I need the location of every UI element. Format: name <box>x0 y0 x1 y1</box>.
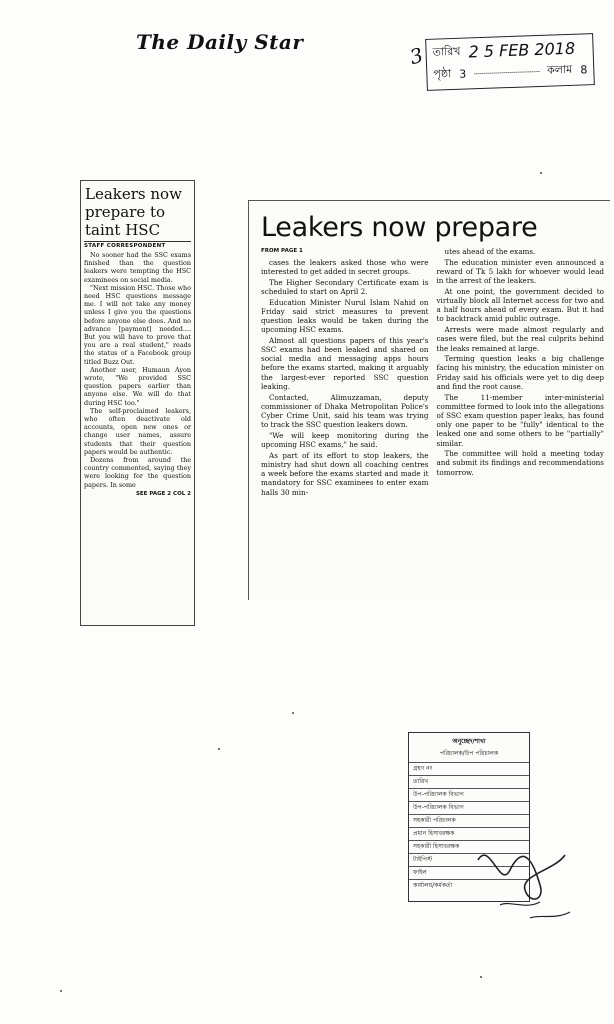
paragraph: The Higher Secondary Certificate exam is scheduled to start on April 2. <box>261 277 429 296</box>
scan-speck <box>218 748 220 750</box>
form-row: উপ-পরিচালক বিভাগ <box>409 788 529 801</box>
scan-speck <box>480 976 482 978</box>
scan-speck <box>60 990 62 992</box>
form-subtitle: পরিচালক/উপ পরিচালক <box>439 750 499 757</box>
clipping-headline: Leakers now prepare to taint HSC <box>85 185 182 239</box>
paragraph: Contacted, Alimuzzaman, deputy commissioner of Dhaka Metropolitan Police's Cyber Crime Unit, said his team was trying to track the SSC question leakers down. <box>261 392 429 430</box>
continuation-headline: Leakers now prepare <box>261 212 538 243</box>
stamp-date-label: তারিখ <box>432 44 461 59</box>
form-row: কার্যালয়/কর্মকর্তা <box>409 879 529 892</box>
form-title: অনুচ্ছেদ/শাখা <box>452 738 486 745</box>
newspaper-masthead: The Daily Star <box>136 30 304 54</box>
form-row: তারিখ <box>409 775 529 788</box>
paragraph: As part of its effort to stop leakers, the ministry had shut down all coaching centres a week before the exams started and made it mandatory for SSC examinees to enter exam halls 30 min- <box>261 450 429 497</box>
form-row: সহকারী হিসাবরক্ষক <box>409 840 529 853</box>
paragraph: cases the leakers asked those who were interested to get added in secret groups. <box>261 257 429 276</box>
paragraph: The education minister even announced a reward of Tk 5 lakh for whoever would lead in the arrest of the leakers. <box>436 257 604 286</box>
paragraph: Dozens from around the country commented, saying they were looking for the question papers. In some <box>84 456 191 489</box>
scan-speck <box>292 712 294 714</box>
paragraph: Arrests were made almost regularly and cases were filed, but the real culprits behind the leaks remained at large. <box>436 325 604 353</box>
paragraph: The self-proclaimed leakers, who often deactivate old accounts, open new ones or change user names, assure students that their question papers would be authentic. <box>84 406 191 456</box>
form-row: উপ-পরিচালক বিভাগ <box>409 801 529 814</box>
continued-note: SEE PAGE 2 COL 2 <box>135 490 191 497</box>
paragraph: At one point, the government decided to virtually block all Internet access for two and a half hours ahead of every exam. But it had to backtrack amid public outrage. <box>436 286 604 324</box>
byline: STAFF CORRESPONDENT <box>84 241 191 249</box>
paragraph: Education Minister Nurul Islam Nahid on Friday said strict measures to prevent question leaks would be taken during the upcoming HSC exams. <box>261 297 429 335</box>
continuation-clipping <box>248 200 610 600</box>
article-column-2 <box>437 247 605 498</box>
stamp-page: 3 <box>458 67 467 81</box>
paragraph: Terming question leaks a big challenge facing his ministry, the education minister on Friday said his officials were yet to dig deep and find the root cause. <box>436 354 604 391</box>
paragraph: No sooner had the SSC exams finished than the question leakers were tempting the HSC examinees on social media. <box>84 251 191 284</box>
front-page-clipping <box>80 180 195 626</box>
form-row: সহকারী পরিচালক <box>409 814 529 827</box>
form-row: গ্রহণ নং <box>409 762 529 775</box>
paragraph: "Next mission HSC. Those who need HSC questions message me. I will not take any money unless I give you the questions before anyone else does. And no advance [payment] needed.... But you will have to prove that you are a real student," reads the status of a Facebook group titled Buzz Out. <box>84 283 191 366</box>
date-stamp <box>425 33 595 91</box>
paragraph: "We will keep monitoring during the upcoming HSC exams," he said. <box>261 430 429 450</box>
stamp-date: 2 5 FEB 2018 <box>468 38 576 61</box>
stamp-column: 8 <box>580 62 588 77</box>
paragraph: Another user, Humaun Ayon wrote, "We provided SSC question papers earlier than anyone else. We will do that during HSC too." <box>84 365 191 407</box>
paragraph: The committee will hold a meeting today and submit its findings and recommendations tomorrow. <box>436 449 604 477</box>
paragraph: Almost all questions papers of this year's SSC exams had been leaked and shared on social media and messaging apps hours before the exams started, making it arguably the largest-ever reported SSC question leaking. <box>261 335 429 391</box>
form-row: ফাইল <box>409 866 529 879</box>
clipping-body <box>81 251 194 489</box>
paragraph: utes ahead of the exams. <box>444 247 536 256</box>
article-column-1 <box>261 247 429 498</box>
from-page-label: FROM PAGE 1 <box>261 248 303 254</box>
scan-speck <box>540 172 542 174</box>
handwritten-mark: 3 <box>407 42 426 70</box>
form-row: টাইপিস্ট <box>409 853 529 866</box>
paragraph: The 11-member inter-ministerial committee formed to look into the allegations of SSC exam question paper leaks, has found only one paper to be "fully" identical to the leaked one and some others to be "partially" similar. <box>436 392 604 448</box>
stamp-page-label: পৃষ্ঠা <box>433 66 452 81</box>
stamp-column-label: কলাম <box>546 62 573 77</box>
form-row: প্রধান হিসাবরক্ষক <box>409 827 529 840</box>
handwritten-signature <box>470 830 580 940</box>
